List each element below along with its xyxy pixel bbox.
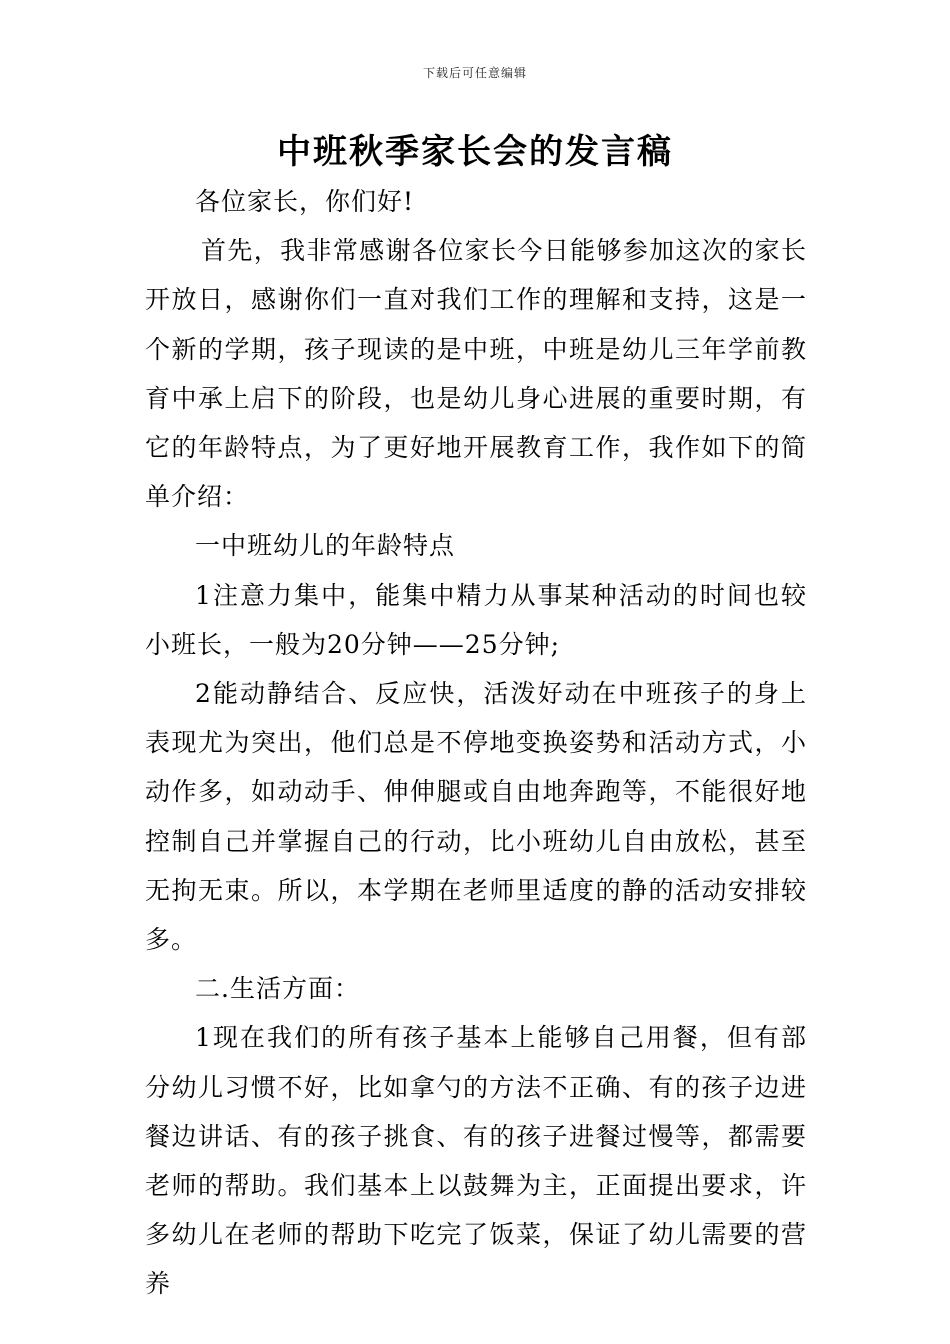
document-title: 中班秋季家长会的发言稿: [277, 132, 673, 172]
document-body: [145, 177, 807, 1309]
header-note: 下载后可任意编辑: [422, 66, 527, 80]
paragraph-intro: 首先，我非常感谢各位家长今日能够参加这次的家长开放日，感谢你们一直对我们工作的理解和支持，这是一个新的学期，孩子现读的是中班，中班是幼儿三年学前教育中承上启下的阶段，也是幼儿身心进展的重要时期，有它的年龄特点，为了更好地开展教育工作，我作如下的简单介绍：: [145, 236, 807, 512]
paragraph-attention: 1注意力集中，能集中精力从事某种活动的时间也较小班长，一般为20分钟——25分钟;: [145, 580, 807, 659]
section-heading-life: 二.生活方面：: [195, 974, 360, 1004]
paragraph-active: 2能动静结合、反应快，活泼好动在中班孩子的身上表现尤为突出，他们总是不停地变换姿势和活动方式，小动作多，如动动手、伸伸腿或自由地奔跑等，不能很好地控制自己并掌握自己的行动，比小班幼儿自由放松，甚至无拘无束。所以，本学期在老师里适度的静的活动安排较多。: [145, 679, 807, 955]
paragraph-greeting: 各位家长，你们好!: [195, 187, 415, 216]
section-heading-age-traits: 一中班幼儿的年龄特点: [195, 531, 456, 561]
paragraph-eating: 1现在我们的所有孩子基本上能够自己用餐，但有部分幼儿习惯不好，比如拿勺的方法不正确、有的孩子边进餐边讲话、有的孩子挑食、有的孩子进餐过慢等，都需要老师的帮助。我们基本上以鼓舞为主，正面提出要求，许多幼儿在老师的帮助下吃完了饭菜，保证了幼儿需要的营养: [145, 1023, 807, 1299]
